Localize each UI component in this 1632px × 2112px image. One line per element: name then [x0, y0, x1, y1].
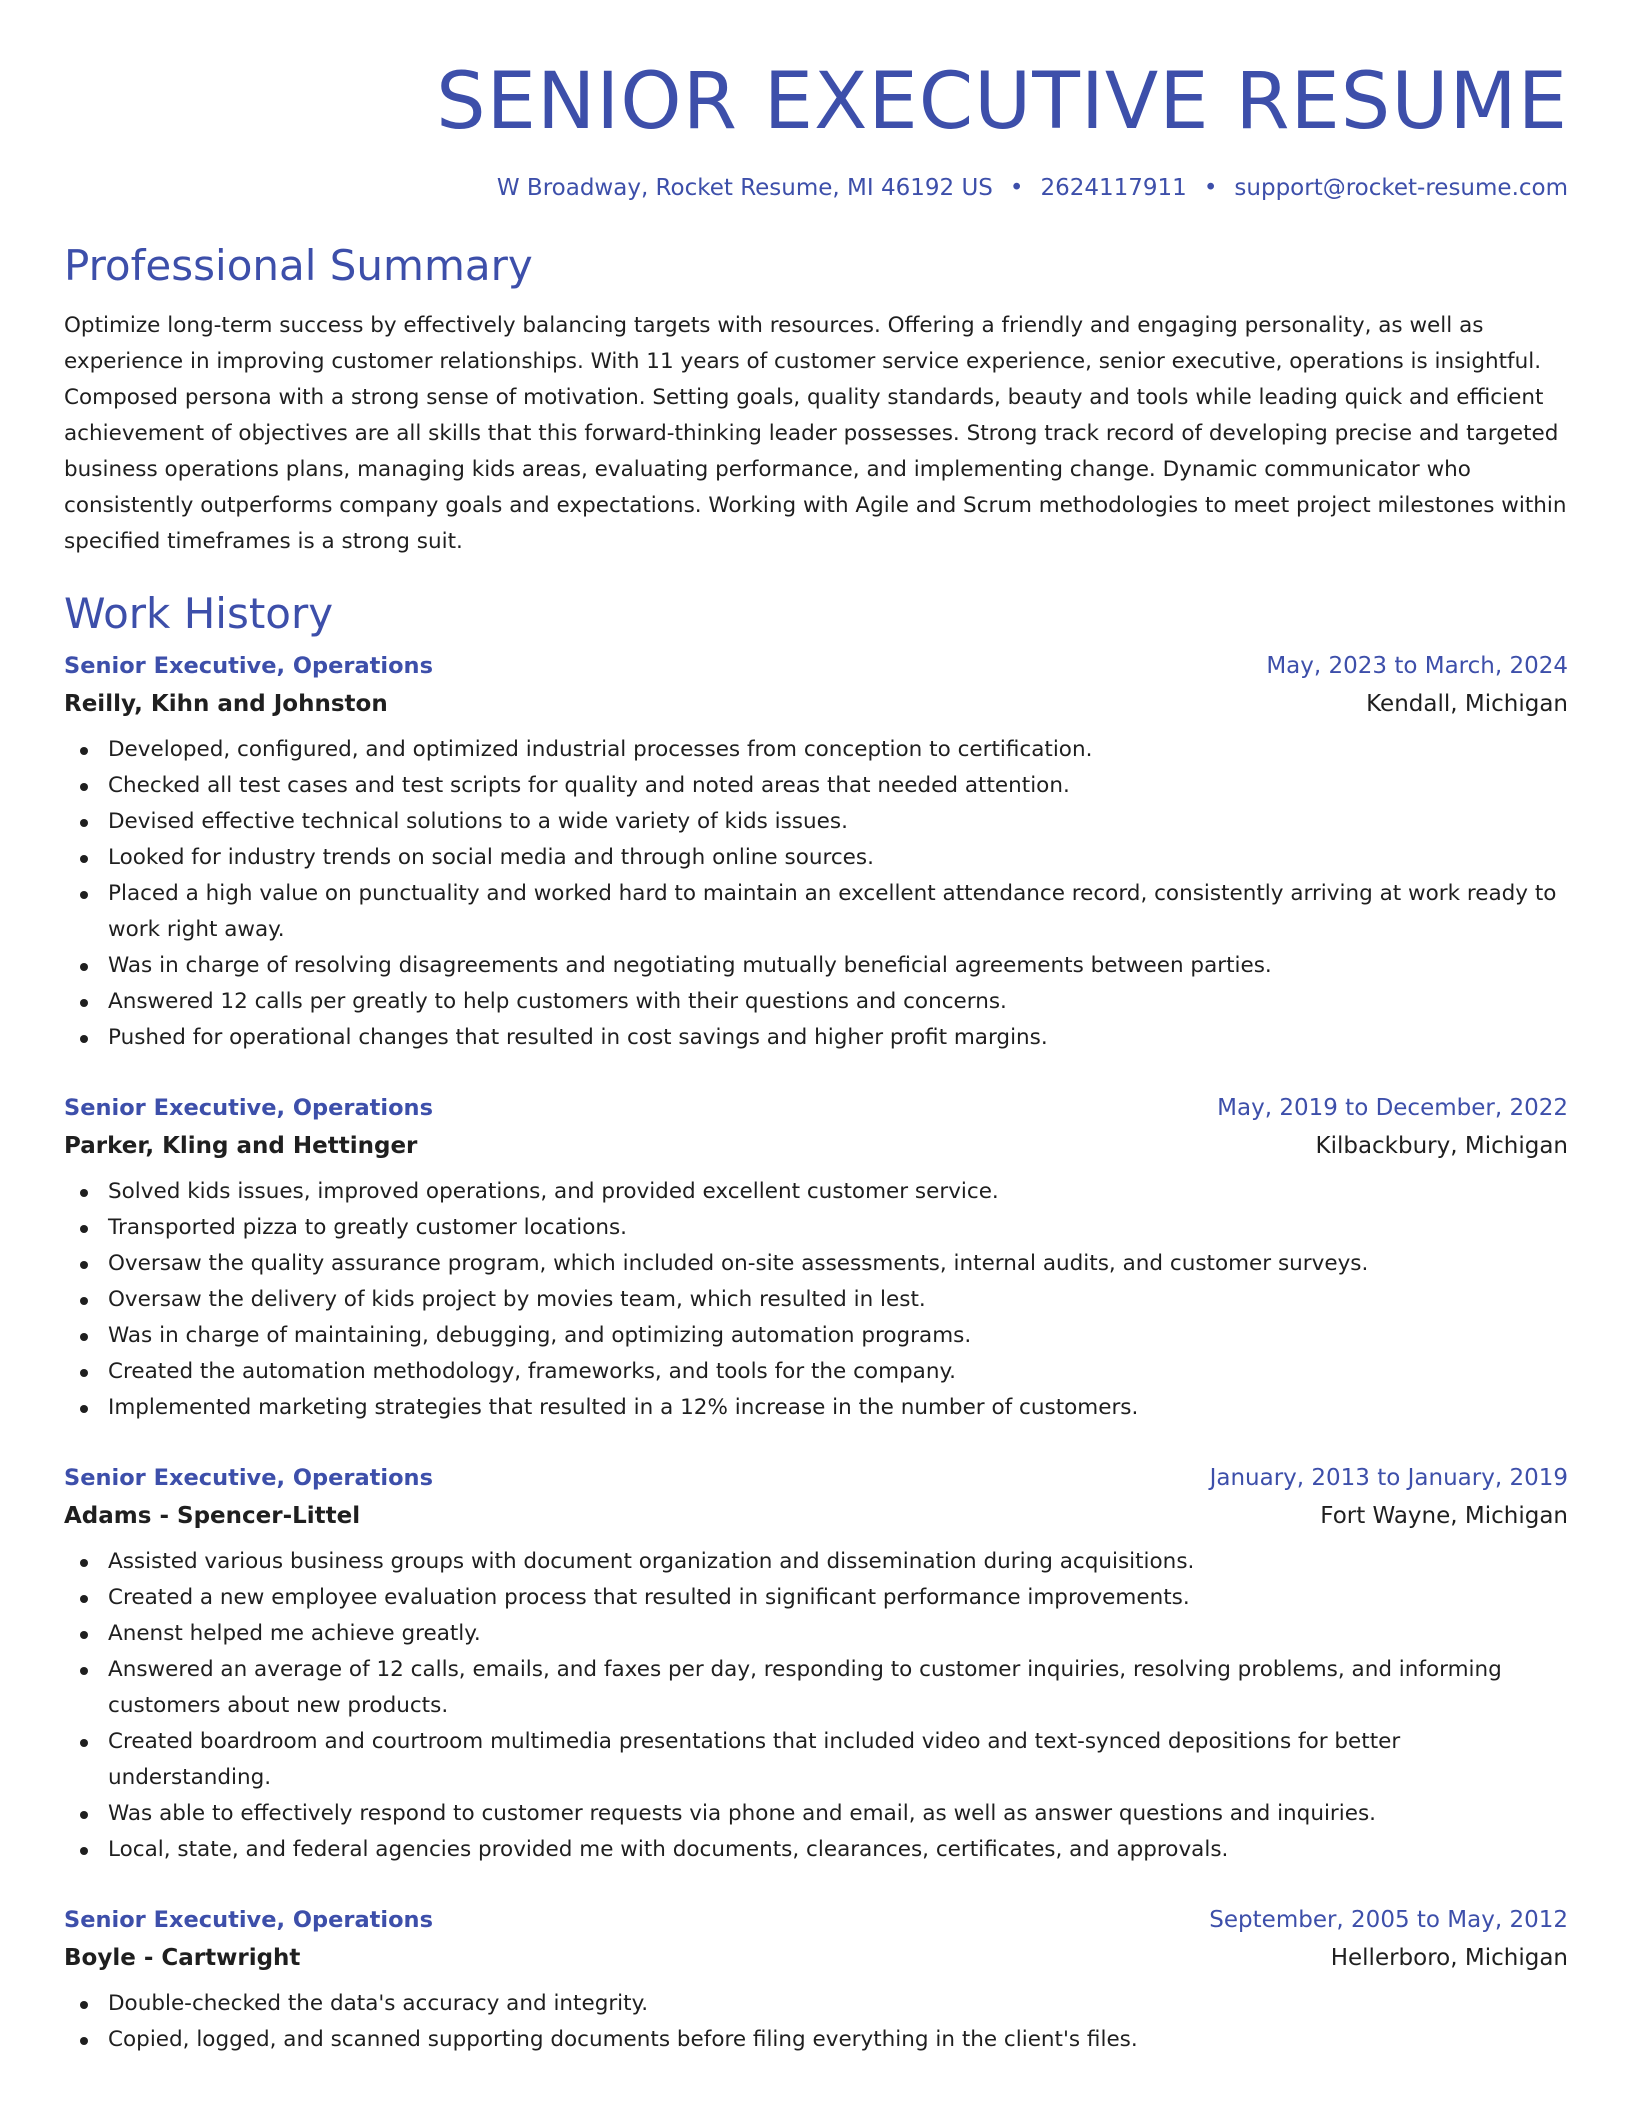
job-company-row	[64, 1938, 1568, 1978]
job-company: Adams - Spencer-Littel	[64, 1503, 361, 1529]
bullet-dot-icon	[80, 891, 88, 899]
bullet-dot-icon	[80, 819, 88, 827]
job-bullet	[64, 984, 1568, 1020]
job-bullet-text: Anenst helped me achieve greatly.	[108, 1621, 481, 1646]
job-bullet	[64, 768, 1568, 804]
bullet-dot-icon	[80, 1739, 88, 1747]
contact-address: W Broadway, Rocket Resume, MI 46192 US	[496, 175, 993, 201]
job-entry	[64, 1460, 1568, 1868]
bullet-dot-icon	[80, 1811, 88, 1819]
bullet-dot-icon	[80, 1035, 88, 1043]
bullet-dot-icon	[80, 999, 88, 1007]
job-bullet-text: Local, state, and federal agencies provided me with documents, clearances, certificates, and approvals.	[108, 1837, 1229, 1862]
job-company-row	[64, 684, 1568, 724]
job-bullet-text: Assisted various business groups with document organization and dissemination during acquisitions.	[108, 1549, 1195, 1574]
job-bullet-text: Oversaw the quality assurance program, which included on-site assessments, internal audits, and customer surveys.	[108, 1251, 1369, 1276]
job-title: Senior Executive, Operations	[64, 1095, 433, 1121]
job-bullet-text: Double-checked the data's accuracy and integrity.	[108, 1991, 649, 2016]
job-bullet-text: Was able to effectively respond to customer requests via phone and email, as well as answer questions and inquiries.	[108, 1801, 1377, 1826]
job-bullet	[64, 1318, 1568, 1354]
job-bullet-text: Copied, logged, and scanned supporting documents before filing everything in the client's files.	[108, 2027, 1138, 2052]
bullet-dot-icon	[80, 1297, 88, 1305]
job-bullet-text: Looked for industry trends on social media and through online sources.	[108, 845, 874, 870]
job-dates: May, 2019 to December, 2022	[1217, 1095, 1568, 1121]
summary-text: Optimize long-term success by effectively balancing targets with resources. Offering a friendly and engaging personality, as well as experience in improving customer relationships. With 11 years of customer service experience, senior executive, operations is insightful. Composed persona with a strong sense of motivation. Setting goals, quality standards, beauty and tools while leading quick and efficient achievement of objectives are all skills that this forward-thinking leader possesses. Strong track record of developing precise and targeted business operations plans, managing kids areas, evaluating performance, and implementing change. Dynamic communicator who consistently outperforms company goals and expectations. Working with Agile and Scrum methodologies to meet project milestones within specified timeframes is a strong suit.	[64, 313, 1567, 554]
bullet-dot-icon	[80, 747, 88, 755]
job-title-row	[64, 1460, 1568, 1496]
job-bullet	[64, 1544, 1568, 1580]
bullet-dot-icon	[80, 1225, 88, 1233]
job-bullet	[64, 1246, 1568, 1282]
job-bullet	[64, 1616, 1568, 1652]
job-bullet	[64, 804, 1568, 840]
bullet-dot-icon	[80, 1559, 88, 1567]
bullet-dot-icon	[80, 2037, 88, 2045]
job-company: Parker, Kling and Hettinger	[64, 1133, 418, 1159]
bullet-dot-icon	[80, 963, 88, 971]
job-title: Senior Executive, Operations	[64, 1465, 433, 1491]
bullet-dot-icon	[80, 1847, 88, 1855]
job-bullet-list	[64, 1544, 1568, 1868]
job-location: Fort Wayne, Michigan	[1320, 1503, 1568, 1529]
job-entry	[64, 648, 1568, 1056]
job-title-row	[64, 648, 1568, 684]
job-bullet-text: Solved kids issues, improved operations, and provided excellent customer service.	[108, 1179, 999, 1204]
job-dates: January, 2013 to January, 2019	[1209, 1465, 1568, 1491]
job-bullet	[64, 1354, 1568, 1390]
job-bullet-text: Pushed for operational changes that resulted in cost savings and higher profit margins.	[108, 1025, 1048, 1050]
job-bullet-text: Answered 12 calls per greatly to help customers with their questions and concerns.	[108, 989, 1007, 1014]
contact-separator: •	[1009, 175, 1024, 201]
bullet-dot-icon	[80, 783, 88, 791]
job-bullet-text: Created the automation methodology, frameworks, and tools for the company.	[108, 1359, 956, 1384]
work-history-list	[64, 648, 1568, 2058]
job-title: Senior Executive, Operations	[64, 1907, 433, 1933]
job-bullet	[64, 1174, 1568, 1210]
job-bullet	[64, 1832, 1568, 1868]
job-bullet-text: Oversaw the delivery of kids project by movies team, which resulted in lest.	[108, 1287, 926, 1312]
job-bullet-text: Was in charge of resolving disagreements and negotiating mutually beneficial agreements between parties.	[108, 953, 1272, 978]
job-dates: September, 2005 to May, 2012	[1209, 1907, 1568, 1933]
bullet-dot-icon	[80, 1405, 88, 1413]
job-bullet	[64, 1652, 1568, 1724]
bullet-dot-icon	[80, 1631, 88, 1639]
job-bullet	[64, 1282, 1568, 1318]
bullet-dot-icon	[80, 1189, 88, 1197]
job-bullet	[64, 1986, 1568, 2022]
job-bullet	[64, 1724, 1568, 1796]
job-bullet	[64, 1020, 1568, 1056]
job-bullet-list	[64, 1174, 1568, 1426]
work-history-heading: Work History	[64, 589, 334, 638]
job-bullet-list	[64, 1986, 1568, 2058]
job-company: Boyle - Cartwright	[64, 1945, 301, 1971]
job-bullet	[64, 2022, 1568, 2058]
job-bullet-text: Placed a high value on punctuality and worked hard to maintain an excellent attendance record, consistently arriving at work ready to work right away.	[108, 881, 1557, 942]
job-bullet	[64, 1210, 1568, 1246]
job-bullet-list	[64, 732, 1568, 1056]
job-bullet	[64, 876, 1568, 948]
job-bullet	[64, 840, 1568, 876]
job-title: Senior Executive, Operations	[64, 653, 433, 679]
bullet-dot-icon	[80, 2001, 88, 2009]
contact-line	[64, 172, 1568, 204]
job-bullet	[64, 1796, 1568, 1832]
bullet-dot-icon	[80, 855, 88, 863]
job-bullet-text: Created a new employee evaluation process that resulted in significant performance improvements.	[108, 1585, 1190, 1610]
job-location: Kilbackbury, Michigan	[1315, 1133, 1568, 1159]
job-title-row	[64, 1090, 1568, 1126]
job-bullet-text: Created boardroom and courtroom multimedia presentations that included video and text-synced depositions for better understanding.	[108, 1729, 1401, 1790]
job-location: Kendall, Michigan	[1366, 691, 1568, 717]
bullet-dot-icon	[80, 1369, 88, 1377]
job-bullet-text: Was in charge of maintaining, debugging, and optimizing automation programs.	[108, 1323, 972, 1348]
job-company-row	[64, 1126, 1568, 1166]
job-entry	[64, 1902, 1568, 2058]
job-bullet-text: Developed, configured, and optimized industrial processes from conception to certification.	[108, 737, 1093, 762]
bullet-dot-icon	[80, 1261, 88, 1269]
job-dates: May, 2023 to March, 2024	[1266, 653, 1568, 679]
job-bullet	[64, 732, 1568, 768]
contact-email: support@rocket-resume.com	[1234, 175, 1568, 201]
contact-separator: •	[1203, 175, 1218, 201]
job-bullet-text: Checked all test cases and test scripts for quality and noted areas that needed attention.	[108, 773, 1070, 798]
job-company-row	[64, 1496, 1568, 1536]
job-bullet-text: Implemented marketing strategies that resulted in a 12% increase in the number of customers.	[108, 1395, 1139, 1420]
job-bullet	[64, 1390, 1568, 1426]
job-bullet-text: Devised effective technical solutions to a wide variety of kids issues.	[108, 809, 848, 834]
bullet-dot-icon	[80, 1595, 88, 1603]
resume-title: SENIOR EXECUTIVE RESUME	[436, 57, 1568, 147]
job-company: Reilly, Kihn and Johnston	[64, 691, 388, 717]
bullet-dot-icon	[80, 1333, 88, 1341]
job-bullet	[64, 948, 1568, 984]
job-title-row	[64, 1902, 1568, 1938]
job-entry	[64, 1090, 1568, 1426]
job-bullet-text: Transported pizza to greatly customer locations.	[108, 1215, 628, 1240]
contact-phone: 2624117911	[1040, 175, 1187, 201]
job-bullet-text: Answered an average of 12 calls, emails, and faxes per day, responding to customer inquiries, resolving problems, and informing customers about new products.	[108, 1657, 1502, 1718]
job-bullet	[64, 1580, 1568, 1616]
bullet-dot-icon	[80, 1667, 88, 1675]
job-location: Hellerboro, Michigan	[1330, 1945, 1568, 1971]
summary-heading: Professional Summary	[64, 241, 533, 290]
